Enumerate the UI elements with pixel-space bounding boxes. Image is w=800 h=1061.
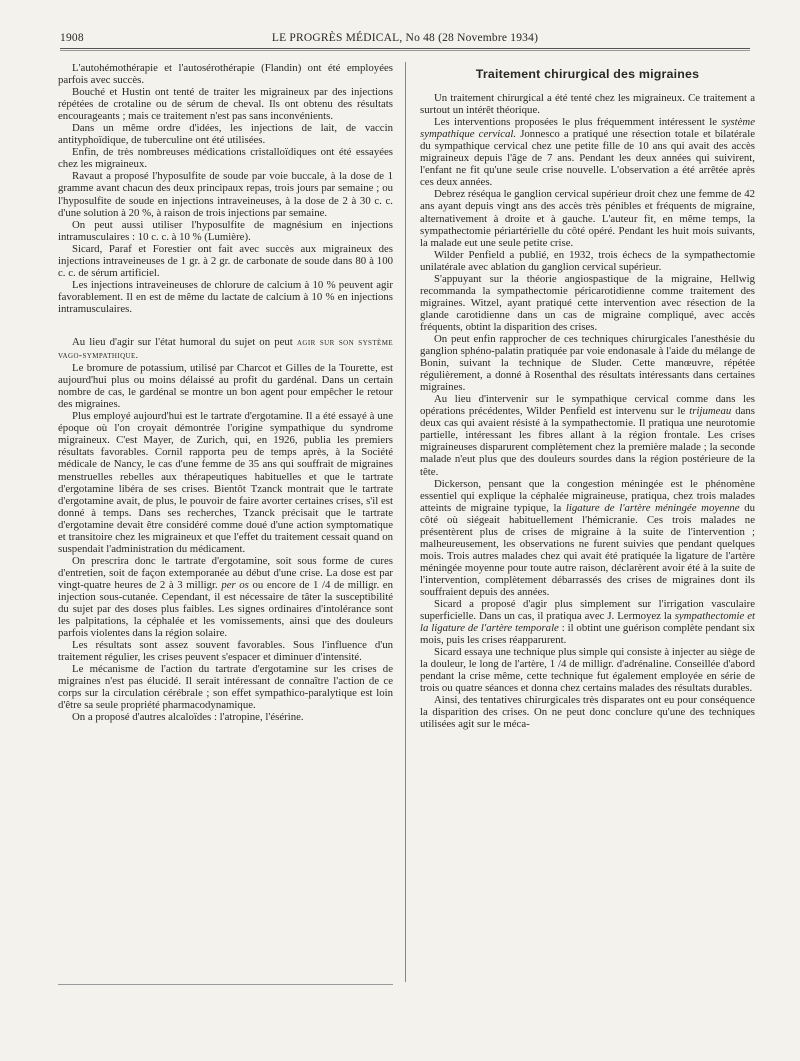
section-title: Traitement chirurgical des migraines bbox=[475, 67, 700, 81]
italic-phrase: trijumeau bbox=[689, 405, 732, 418]
page-number: 1908 bbox=[60, 32, 84, 44]
paragraph: Plus employé aujourd'hui est le tartrate d'ergotamine. Il a été essayé à une époque où l'on croyait démontrée l'origine sympathique du syndrome migraineux. C'est Mayer, de Zurich, qui, en 1926, publia les premiers résultats favorables. Cornil rapporta peu de temps après, à la Société médicale de Nancy, le cas d'une femme de 35 ans qui souffrait de migraines menstruelles rebelles aux thérapeutiques habituelles et que le tartrate d'ergotamine libéra de ses crises. Bientôt Tzanck montrait que le tartrate d'ergotamine avait, de plus, le pouvoir de faire avorter certaines crises, s'il est donné à temps. Dans ses recherches, Tzanck précisait que le tartrate d'ergotamine devait être considéré comme doué d'une action symptomatique et transitoire chez les migraineux et que l'effet du traitement cessait quand on suspendait l'administration du médicament. bbox=[58, 410, 393, 555]
paragraph: On a proposé d'autres alcaloïdes : l'atropine, l'ésérine. bbox=[72, 711, 304, 724]
running-header bbox=[60, 32, 750, 46]
paragraph: Bouché et Hustin ont tenté de traiter les migraineux par des injections répétées de crotaline ou de sérum de cheval. Ils ont obtenu des résultats encourageants ; mais ce traitement n'est pas sans inconvénients. bbox=[58, 86, 393, 123]
paragraph: Le mécanisme de l'action du tartrate d'ergotamine sur les crises de migraines n'est pas élucidé. Il serait intéressant de connaître l'action de ce corps sur la circulation cérébrale ; son effet sympathico-paralytique est loin d'être sa seule propriété pharmacodynamique. bbox=[58, 663, 393, 712]
paragraph: Dans un même ordre d'idées, les injections de lait, de vaccin antityphoïdique, de tuberculine ont été utilisées. bbox=[58, 122, 393, 147]
paragraph: L'autohémothérapie et l'autosérothérapie (Flandin) ont été employées parfois avec succès. bbox=[58, 62, 393, 87]
paragraph-text: ou encore de 1 /4 de milligr. en injection sous-cutanée. Cependant, il est nécessaire de tâter la susceptibilité du sujet par des doses plus faibles. Les signes ordinaires d'intolérance sont les palpitations, la céphalée et les vomissements, ainsi que des douleurs parfois violentes dans la région solaire. bbox=[58, 578, 393, 640]
paragraph: Les injections intraveineuses de chlorure de calcium à 10 % peuvent agir favorablement. Il en est de même du lactate de calcium à 10 % en injections intramusculaires. bbox=[58, 278, 393, 315]
italic-phrase: système sympathique cervical. bbox=[420, 116, 755, 141]
paragraph-text: dans deux cas qui avaient résisté à la sympathectomie. Il pratiqua une neurotomie partielle, intéressant les fibres allant à la région frontale. Les crises migraineuses disparurent complètement chez la première malade ; la seconde malade n'eut plus que des douleurs sourdes dans la région postérieure de la tête. bbox=[420, 405, 756, 478]
paragraph: Debrez réséqua le ganglion cervical supérieur droit chez une femme de 42 ans ayant depuis vingt ans des accès très pénibles et fréquents de migraine, alternativement à droite et à gauche. L'auteur fit, en même temps, la sympathectomie périartérielle du côté opéré. Pendant les huit mois suivants, la malade eut une seule petite crise. bbox=[420, 188, 755, 249]
paragraph-text: : il obtint une guérison complète pendant six mois, puis les crises réapparurent. bbox=[420, 622, 755, 647]
column-separator bbox=[405, 62, 406, 982]
italic-phrase: sympathectomie et la ligature de l'artère temporale bbox=[420, 610, 755, 635]
paragraph: Sicard, Paraf et Forestier ont fait avec succès aux migraineux des injections intraveineuses de 1 gr. à 2 gr. de carbonate de soude dans 80 à 100 c. c. de sérum artificiel. bbox=[58, 242, 393, 279]
paragraph-text: Les interventions proposées le plus fréquemment intéressent le bbox=[434, 116, 718, 129]
paragraph bbox=[58, 336, 393, 362]
paragraph: Le bromure de potassium, utilisé par Charcot et Gilles de la Tourette, est aujourd'hui plus ou moins délaissé au profit du gardénal. Dans un certain nombre de cas, le gardénal se montre un bon agent pour empêcher le retour des migraines. bbox=[58, 362, 393, 411]
italic-phrase: ligature de l'artère méningée moyenne bbox=[565, 501, 740, 514]
running-title: LE PROGRÈS MÉDICAL, No 48 (28 Novembre 1934) bbox=[271, 32, 539, 44]
paragraph-text: Au lieu d'intervenir sur le sympathique cervical comme dans les opérations précédentes, Wilder Penfield est intervenu sur le bbox=[420, 393, 755, 418]
paragraph: Ravaut a proposé l'hyposulfite de soude par voie buccale, à la dose de 1 gramme avant chacun des deux principaux repas, trois jours par semaine ; ou l'hyposulfite de soude en injections intraveineuses, à la dose de 2 à 30 c. c. d'une solution à 20 %, à raison de trois injections par semaine. bbox=[58, 170, 393, 219]
paragraph: Wilder Penfield a publié, en 1932, trois échecs de la sympathectomie unilatérale avec ablation du ganglion cervical supérieur. bbox=[420, 248, 755, 273]
paragraph: Ainsi, des tentatives chirurgicales très disparates ont eu pour conséquence la disparition des crises. On ne peut donc conclure qu'une des techniques utilisées agit sur le méca- bbox=[420, 694, 755, 731]
right-column bbox=[420, 68, 755, 731]
paragraph: S'appuyant sur la théorie angiospastique de la migraine, Hellwig recommanda la sympathectomie péricarotidienne comme traitement des migraines. Witzel, ayant pratiqué cette intervention avec résection de la glande carotidienne dans un cas de migraine compliqué, avec accès fréquents, obtint la disparition des crises. bbox=[420, 272, 755, 333]
paragraph: Les résultats sont assez souvent favorables. Sous l'influence d'un traitement régulier, les crises peuvent s'espacer et diminuer d'intensité. bbox=[58, 639, 393, 664]
paragraph bbox=[420, 393, 755, 477]
paragraph: On peut aussi utiliser l'hyposulfite de magnésium en injections intramusculaires : 10 c. c. à 10 % (Lumière). bbox=[58, 218, 393, 243]
paragraph bbox=[58, 555, 393, 639]
paragraph: On peut enfin rapprocher de ces techniques chirurgicales l'anesthésie du ganglion sphéno-palatin pratiquée par voie endonasale à l'aide du mélange de Bonin, suivant la technique de Sluder. Cette manœuvre, répétée régulièrement, a donné à Rosenthal des résultats intéressants dans certaines migraines. bbox=[420, 332, 755, 394]
header-rule bbox=[60, 48, 750, 51]
paragraph-text: Jonnesco a pratiqué une résection totale et bilatérale du sympathique cervical chez une petite fille de 10 ans qui avait des accès migraineux depuis l'âge de 7 ans. Pendant les deux années qui suivirent, l'enfant ne fit qu'une seule crise nouvelle. L'observation a été arrêtée après ces deux années. bbox=[420, 128, 755, 189]
smallcaps-phrase: agir sur son système vago-sympathique. bbox=[58, 336, 393, 362]
italic-phrase: per os bbox=[221, 578, 249, 591]
paragraph-text: du côté où siégeait habituellement l'hémicranie. Ces trois malades ne présentèrent plus de crises de migraine à la suite de l'intervention ; malheureusement, les observations ne furent suivies que pendant quelques mois. Trois autres malades chez qui avait été pratiquée la ligature de l'artère méningée moyenne pour toute autre raison, déclarèrent avoir été à la suite de l'intervention, complètement débarrassés des crises de migraines dont ils souffraient depuis des années. bbox=[420, 501, 755, 598]
paragraph-text: Au lieu d'agir sur l'état humoral du sujet on peut bbox=[72, 335, 293, 348]
paragraph-text: Sicard a proposé d'agir plus simplement sur l'irrigation vasculaire superficielle. Dans un cas, il pratiqua avec J. Lermoyez la bbox=[420, 598, 755, 623]
left-column bbox=[58, 62, 393, 723]
paragraph bbox=[420, 598, 755, 646]
paragraph-text: On prescrira donc le tartrate d'ergotamine, soit sous forme de cures d'entretien, soit de façon extemporanée au début d'une crise. La dose est par vingt-quatre heures de 2 à 3 milligr. bbox=[58, 554, 393, 591]
paragraph bbox=[420, 116, 755, 188]
paragraph: Sicard essaya une technique plus simple qui consiste à injecter au siège de la douleur, le long de l'artère, 1 /4 de milligr. d'adrénaline. Conseillée d'abord pendant la crise même, cette technique fut également employée en série de trois ou quatre séances et donna chez certains malades des résultats durables. bbox=[420, 646, 755, 695]
bottom-rule bbox=[58, 984, 393, 985]
paragraph: Enfin, de très nombreuses médications cristalloïdiques ont été essayées chez les migraineux. bbox=[58, 146, 393, 171]
paragraph-text: Dickerson, pensant que la congestion méningée est le phénomène essentiel qui explique la céphalée migraineuse, pratiqua, chez trois malades atteints de migraine typique, la bbox=[420, 477, 755, 514]
paragraph bbox=[420, 478, 755, 598]
paragraph: Un traitement chirurgical a été tenté chez les migraineux. Ce traitement a surtout un intérêt théorique. bbox=[420, 92, 755, 117]
